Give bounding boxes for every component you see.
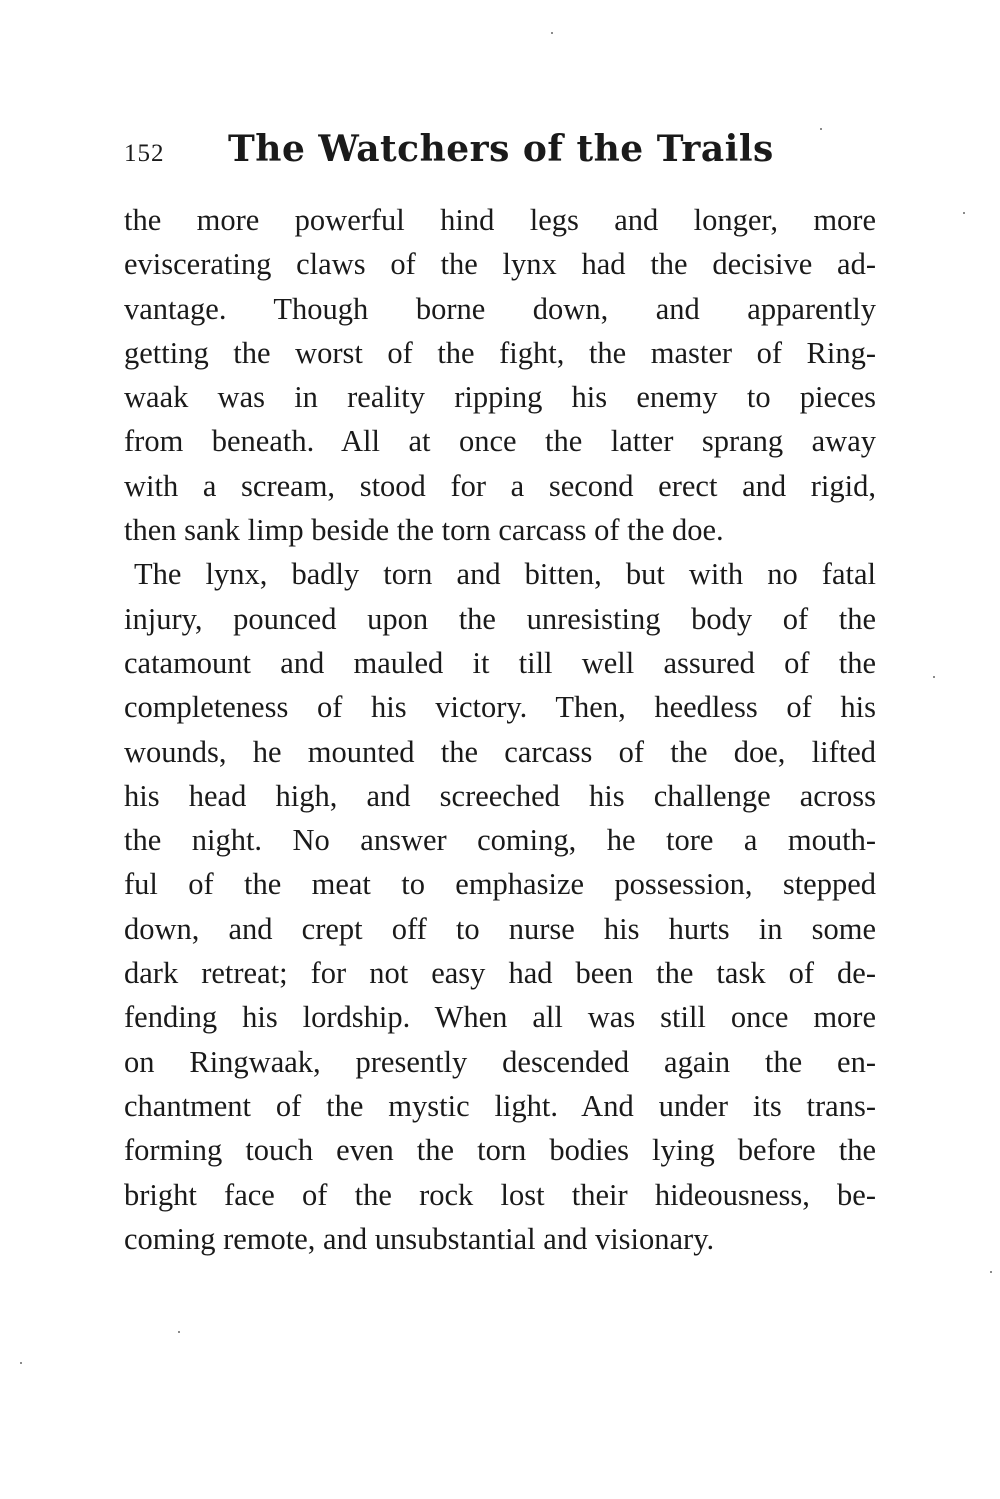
text-line: from beneath. All at once the latter sprang away	[124, 424, 876, 459]
body-text	[124, 198, 876, 1261]
text-line: vantage. Though borne down, and apparently	[124, 291, 876, 326]
scan-speck	[933, 676, 935, 678]
scan-speck	[963, 212, 965, 214]
scan-speck	[178, 1331, 180, 1333]
text-line: eviscerating claws of the lynx had the decisive ad-	[124, 247, 876, 282]
scan-speck	[551, 32, 553, 34]
text-line: then sank limp beside the torn carcass of the doe.	[124, 513, 724, 548]
text-line: the night. No answer coming, he tore a mouth-	[124, 823, 876, 858]
text-line: down, and crept off to nurse his hurts in some	[124, 911, 876, 946]
text-line: dark retreat; for not easy had been the task of de-	[124, 956, 876, 991]
scan-speck	[20, 1362, 22, 1364]
text-line: coming remote, and unsubstantial and visionary.	[124, 1221, 715, 1256]
text-line: the more powerful hind legs and longer, more	[124, 203, 876, 237]
text-line: on Ringwaak, presently descended again the en-	[124, 1044, 876, 1079]
text-line: forming touch even the torn bodies lying before the	[124, 1133, 876, 1168]
text-line: fending his lordship. When all was still once more	[124, 1000, 876, 1035]
running-title: The Watchers of the Trails	[228, 128, 774, 170]
text-line: injury, pounced upon the unresisting body of the	[124, 601, 876, 636]
running-head	[124, 128, 884, 174]
scan-speck	[820, 128, 822, 130]
text-line: getting the worst of the fight, the master of Ring-	[124, 335, 876, 370]
text-line: catamount and mauled it till well assured of the	[124, 645, 876, 680]
text-line: wounds, he mounted the carcass of the doe, lifted	[124, 734, 876, 769]
text-line: waak was in reality ripping his enemy to pieces	[124, 380, 876, 415]
text-line: completeness of his victory. Then, heedless of his	[124, 690, 876, 725]
text-line: with a scream, stood for a second erect and rigid,	[124, 468, 876, 503]
page-number: 152	[124, 140, 165, 167]
text-line: ful of the meat to emphasize possession, stepped	[124, 867, 876, 902]
text-line: bright face of the rock lost their hideousness, be-	[124, 1177, 876, 1212]
text-line: The lynx, badly torn and bitten, but with no fatal	[134, 557, 876, 592]
text-line: chantment of the mystic light. And under its trans-	[124, 1088, 876, 1123]
scan-speck	[990, 1271, 992, 1273]
text-line: his head high, and screeched his challenge across	[124, 778, 876, 813]
